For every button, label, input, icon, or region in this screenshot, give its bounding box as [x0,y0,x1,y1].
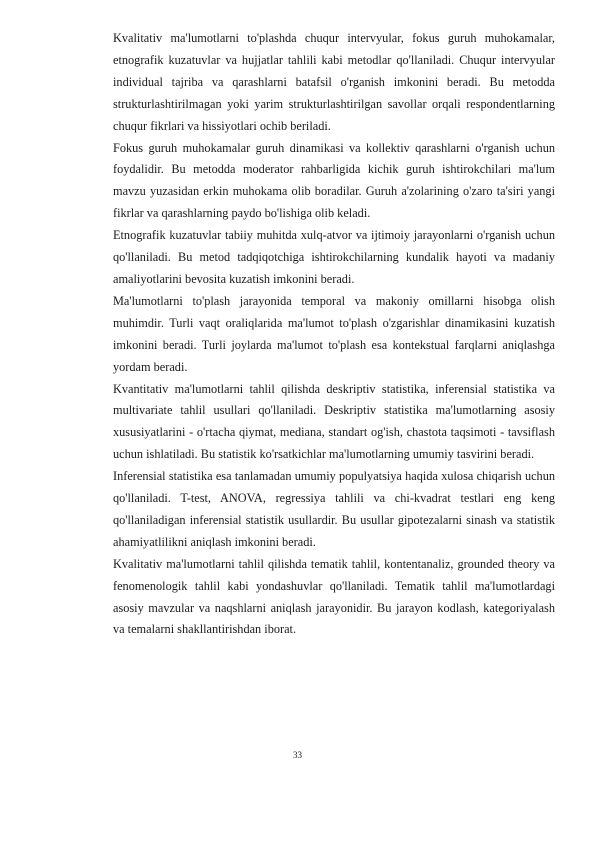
paragraph-1: Kvalitativ ma'lumotlarni to'plashda chuqur intervyular, fokus guruh muhokamalar, etnografik kuzatuvlar va hujjatlar tahlili kabi metodlar qo'llaniladi. Chuqur intervyular individual tajriba va qarashlarni batafsil o'rganish imkonini beradi. Bu metodda strukturlashtirilmagan yoki yarim strukturlashtirilgan savollar orqali respondentlarning chuqur fikrlari va hissiyotlari ochib beriladi. [113,31,555,133]
body-text [113,28,555,641]
paragraph-4: Ma'lumotlarni to'plash jarayonida temporal va makoniy omillarni hisobga olish muhimdir. Turli vaqt oraliqlarida ma'lumot to'plash o'zgarishlar dinamikasini kuzatish imkonini beradi. Turli joylarda ma'lumot to'plash esa kontekstual farqlarni aniqlashga yordam beradi. [113,293,555,374]
paragraph-3: Etnografik kuzatuvlar tabiiy muhitda xulq-atvor va ijtimoiy jarayonlarni o'rganish uchun qo'llaniladi. Bu metod tadqiqotchiga ishtirokchilarning kundalik hayoti va madaniy amaliyotlarini bevosita kuzatish imkonini beradi. [113,228,555,286]
paragraph-6: Inferensial statistika esa tanlamadan umumiy populyatsiya haqida xulosa chiqarish uchun qo'llaniladi. T-test, ANOVA, regressiya tahlili va chi-kvadrat testlari eng keng qo'llaniladigan inferensial statistik usullardir. Bu usullar gipotezalarni sinash va statistik ahamiyatlilikni aniqlash imkonini beradi. [113,469,555,549]
paragraph-2: Fokus guruh muhokamalar guruh dinamikasi va kollektiv qarashlarni o'rganish uchun foydalidir. Bu metodda moderator rahbarligida kichik guruh ishtirokchilari ma'lum mavzu yuzasidan erkin muhokama olib boradilar. Guruh a'zolarining o'zaro ta'siri yangi fikrlar va qarashlarning paydo bo'lishiga olib keladi. [113,140,555,221]
paragraph-7: Kvalitativ ma'lumotlarni tahlil qilishda tematik tahlil, kontentanaliz, grounded theory va fenomenologik tahlil kabi yondashuvlar qo'llaniladi. Tematik tahlil ma'lumotlardagi asosiy mavzular va naqshlarni aniqlash jarayonidir. Bu jarayon kodlash, kategoriyalash va temalarni shakllantirishdan iborat. [113,556,555,637]
paragraph-5: Kvantitativ ma'lumotlarni tahlil qilishda deskriptiv statistika, inferensial statistika va multivariate tahlil usullari qo'llaniladi. Deskriptiv statistika ma'lumotlarning asosiy xususiyatlarini - o'rtacha qiymat, mediana, standart og'ish, chastota taqsimoti - tavsiflash uchun ishlatiladi. Bu statistik ko'rsatkichlar ma'lumotlarning umumiy tasvirini beradi. [113,381,555,462]
page-number: 33 [293,750,302,760]
